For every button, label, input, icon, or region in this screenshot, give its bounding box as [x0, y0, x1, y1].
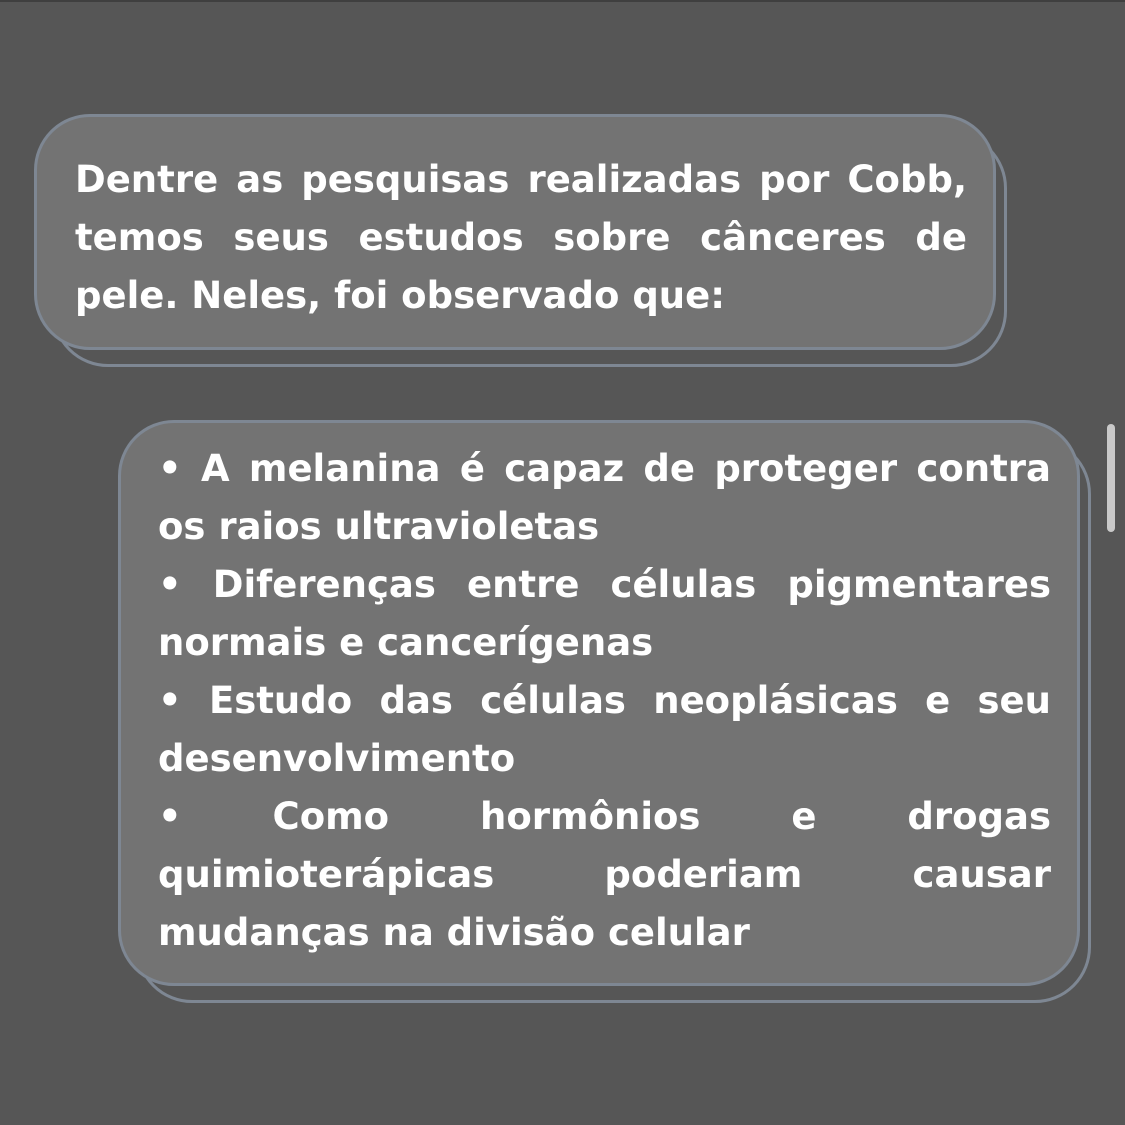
- scrollbar-thumb[interactable]: [1107, 424, 1115, 532]
- finding-item: • Diferenças entre células pigmentares normais e cancerígenas: [158, 563, 1051, 664]
- finding-item: • Estudo das células neoplásicas e seu desenvolvimento: [158, 679, 1051, 780]
- intro-text: Dentre as pesquisas realizadas por Cobb, temos seus estudos sobre cânceres de pele. Neles, foi observado que:: [75, 158, 967, 317]
- findings-card: [118, 420, 1080, 986]
- top-divider: [0, 0, 1125, 2]
- finding-item: • A melanina é capaz de proteger contra os raios ultravioletas: [158, 447, 1051, 548]
- finding-item: • Como hormônios e drogas quimioterápicas poderiam causar mudanças na divisão celular: [158, 795, 1051, 954]
- intro-card: [34, 114, 996, 350]
